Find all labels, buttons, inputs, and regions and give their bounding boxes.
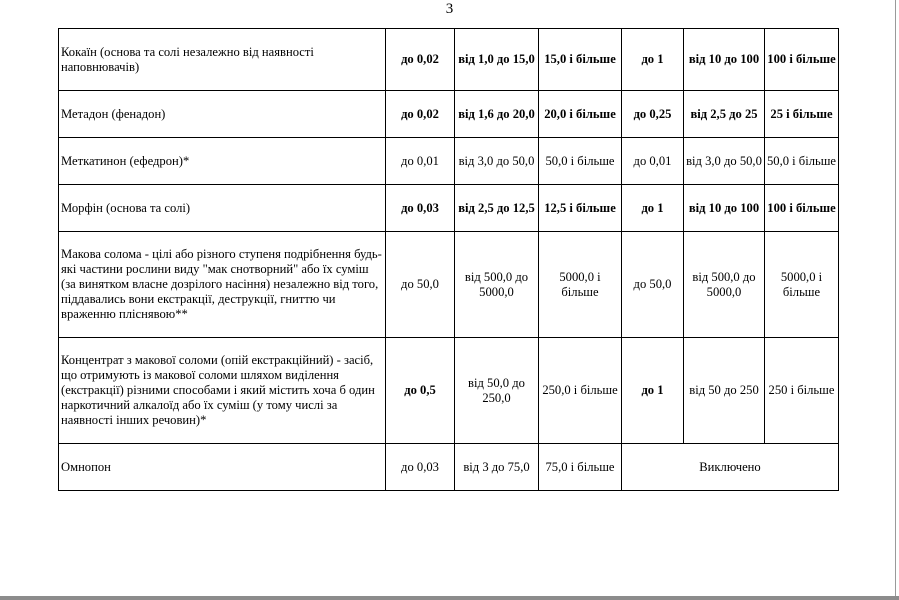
small-amount-cell-2: до 0,01 (622, 138, 684, 185)
substance-name: Меткатинон (ефедрон)* (59, 138, 386, 185)
large-amount-cell-2: від 10 до 100 (684, 29, 765, 91)
large-amount-cell: від 1,0 до 15,0 (455, 29, 539, 91)
table-row (59, 338, 839, 444)
large-amount-cell: від 3,0 до 50,0 (455, 138, 539, 185)
especially-large-amount-cell-2: 50,0 і більше (765, 138, 839, 185)
especially-large-amount-cell: 75,0 і більше (539, 444, 622, 491)
substance-name: Метадон (фенадон) (59, 91, 386, 138)
large-amount-cell-2: від 500,0 до 5000,0 (684, 232, 765, 338)
page-edge-bottom (0, 596, 899, 600)
large-amount-cell-2: від 2,5 до 25 (684, 91, 765, 138)
especially-large-amount-cell-2: 250 і більше (765, 338, 839, 444)
table-row (59, 185, 839, 232)
especially-large-amount-cell: 50,0 і більше (539, 138, 622, 185)
substance-name: Омнопон (59, 444, 386, 491)
page-edge-right (895, 0, 896, 597)
small-amount-cell-2: до 1 (622, 29, 684, 91)
large-amount-cell: від 50,0 до 250,0 (455, 338, 539, 444)
especially-large-amount-cell: 5000,0 і більше (539, 232, 622, 338)
table-row (59, 138, 839, 185)
small-amount-cell: до 0,01 (386, 138, 455, 185)
substance-name: Кокаїн (основа та солі незалежно від наявності наповнювачів) (59, 29, 386, 91)
especially-large-amount-cell: 250,0 і більше (539, 338, 622, 444)
small-amount-cell-2: до 0,25 (622, 91, 684, 138)
table-row (59, 444, 839, 491)
large-amount-cell-2: від 3,0 до 50,0 (684, 138, 765, 185)
small-amount-cell: до 50,0 (386, 232, 455, 338)
especially-large-amount-cell-2: 5000,0 і більше (765, 232, 839, 338)
large-amount-cell: від 3 до 75,0 (455, 444, 539, 491)
especially-large-amount-cell-2: 25 і більше (765, 91, 839, 138)
excluded-cell: Виключено (622, 444, 839, 491)
table-row (59, 232, 839, 338)
large-amount-cell: від 1,6 до 20,0 (455, 91, 539, 138)
substance-name: Макова солома - цілі або різного ступеня подрібнення будь-які частини рослини виду "мак снотворний" або їх суміш (за винятком власне дозрілого насіння) незалежно від того, піддавались вони екстракції, деструкції, гниттю чи враженню пліснявою** (59, 232, 386, 338)
large-amount-cell-2: від 50 до 250 (684, 338, 765, 444)
small-amount-cell: до 0,02 (386, 91, 455, 138)
small-amount-cell: до 0,03 (386, 185, 455, 232)
small-amount-cell-2: до 1 (622, 185, 684, 232)
page-number: 3 (445, 1, 454, 17)
table-row (59, 91, 839, 138)
table-row (59, 29, 839, 91)
substance-name: Концентрат з макової соломи (опій екстракційний) - засіб, що отримують із макової соломи шляхом виділення (екстракції) різними способами і який містить хоча б один наркотичний алкалоїд або їх суміш (у тому числі за наявності інших речовин)* (59, 338, 386, 444)
small-amount-cell: до 0,5 (386, 338, 455, 444)
small-amount-cell: до 0,03 (386, 444, 455, 491)
especially-large-amount-cell: 20,0 і більше (539, 91, 622, 138)
large-amount-cell: від 500,0 до 5000,0 (455, 232, 539, 338)
small-amount-cell-2: до 50,0 (622, 232, 684, 338)
substance-name: Морфін (основа та солі) (59, 185, 386, 232)
especially-large-amount-cell-2: 100 і більше (765, 29, 839, 91)
especially-large-amount-cell: 15,0 і більше (539, 29, 622, 91)
large-amount-cell: від 2,5 до 12,5 (455, 185, 539, 232)
especially-large-amount-cell-2: 100 і більше (765, 185, 839, 232)
especially-large-amount-cell: 12,5 і більше (539, 185, 622, 232)
substances-table (58, 28, 839, 491)
small-amount-cell: до 0,02 (386, 29, 455, 91)
large-amount-cell-2: від 10 до 100 (684, 185, 765, 232)
small-amount-cell-2: до 1 (622, 338, 684, 444)
